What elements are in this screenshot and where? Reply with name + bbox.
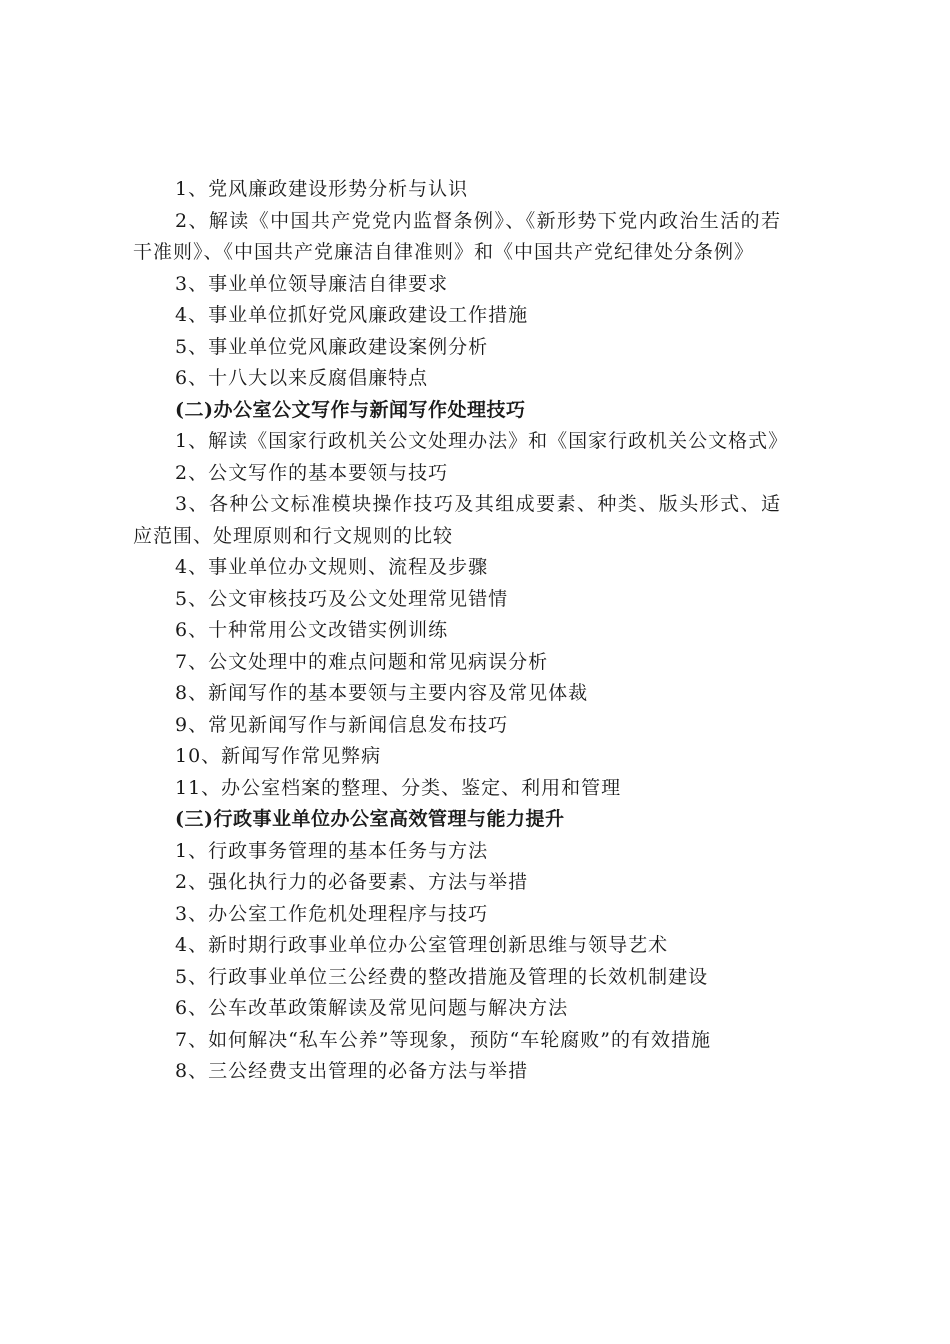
section-document-writing: [133, 395, 789, 805]
list-item: 5、公文审核技巧及公文处理常见错情: [175, 587, 509, 610]
list-item: 5、事业单位党风廉政建设案例分析: [175, 335, 489, 358]
list-item: 8、三公经费支出管理的必备方法与举措: [175, 1060, 529, 1082]
list-item: 5、行政事业单位三公经费的整改措施及管理的长效机制建设: [175, 965, 709, 988]
list-item: 6、十八大以来反腐倡廉特点: [175, 367, 429, 389]
list-item: 4、事业单位办文规则、流程及步骤: [175, 556, 489, 578]
list-item: 1、行政事务管理的基本任务与方法: [175, 839, 489, 862]
section-heading: (二)办公室公文写作与新闻写作处理技巧: [175, 398, 526, 421]
list-item: 1、解读《国家行政机关公文处理办法》和《国家行政机关公文格式》: [175, 430, 789, 452]
list-item: 3、事业单位领导廉洁自律要求: [175, 272, 449, 295]
section-heading: (三)行政事业单位办公室高效管理与能力提升: [175, 808, 565, 830]
list-item: 1、党风廉政建设形势分析与认识: [175, 178, 469, 200]
list-item: 10、新闻写作常见弊病: [175, 745, 382, 767]
list-item: 7、公文处理中的难点问题和常见病误分析: [175, 650, 549, 673]
list-item: 4、事业单位抓好党风廉政建设工作措施: [175, 304, 529, 326]
list-item: 2、强化执行力的必备要素、方法与举措: [175, 871, 529, 893]
list-item: 2、解读《中国共产党党内监督条例》、《新形势下党内政治生活的若干准则》、《中国共产党廉洁自律准则》和《中国共产党纪律处分条例》: [133, 209, 781, 263]
document-body: [133, 174, 789, 1088]
list-item: 3、各种公文标准模块操作技巧及其组成要素、种类、版头形式、适应范围、处理原则和行文规则的比较: [133, 493, 781, 547]
list-item: 11、办公室档案的整理、分类、鉴定、利用和管理: [175, 776, 622, 799]
section-office-management: [133, 804, 781, 1088]
list-item: 6、公车改革政策解读及常见问题与解决方法: [175, 997, 569, 1019]
list-item: 8、新闻写作的基本要领与主要内容及常见体裁: [175, 682, 589, 704]
list-item: 2、公文写作的基本要领与技巧: [175, 461, 449, 484]
list-item: 9、常见新闻写作与新闻信息发布技巧: [175, 713, 509, 736]
list-item: 7、如何解决“私车公养”等现象，预防“车轮腐败”的有效措施: [175, 1028, 711, 1051]
section-party-integrity: [133, 174, 781, 395]
list-item: 3、办公室工作危机处理程序与技巧: [175, 902, 489, 925]
list-item: 4、新时期行政事业单位办公室管理创新思维与领导艺术: [175, 934, 669, 956]
list-item: 6、十种常用公文改错实例训练: [175, 619, 449, 641]
